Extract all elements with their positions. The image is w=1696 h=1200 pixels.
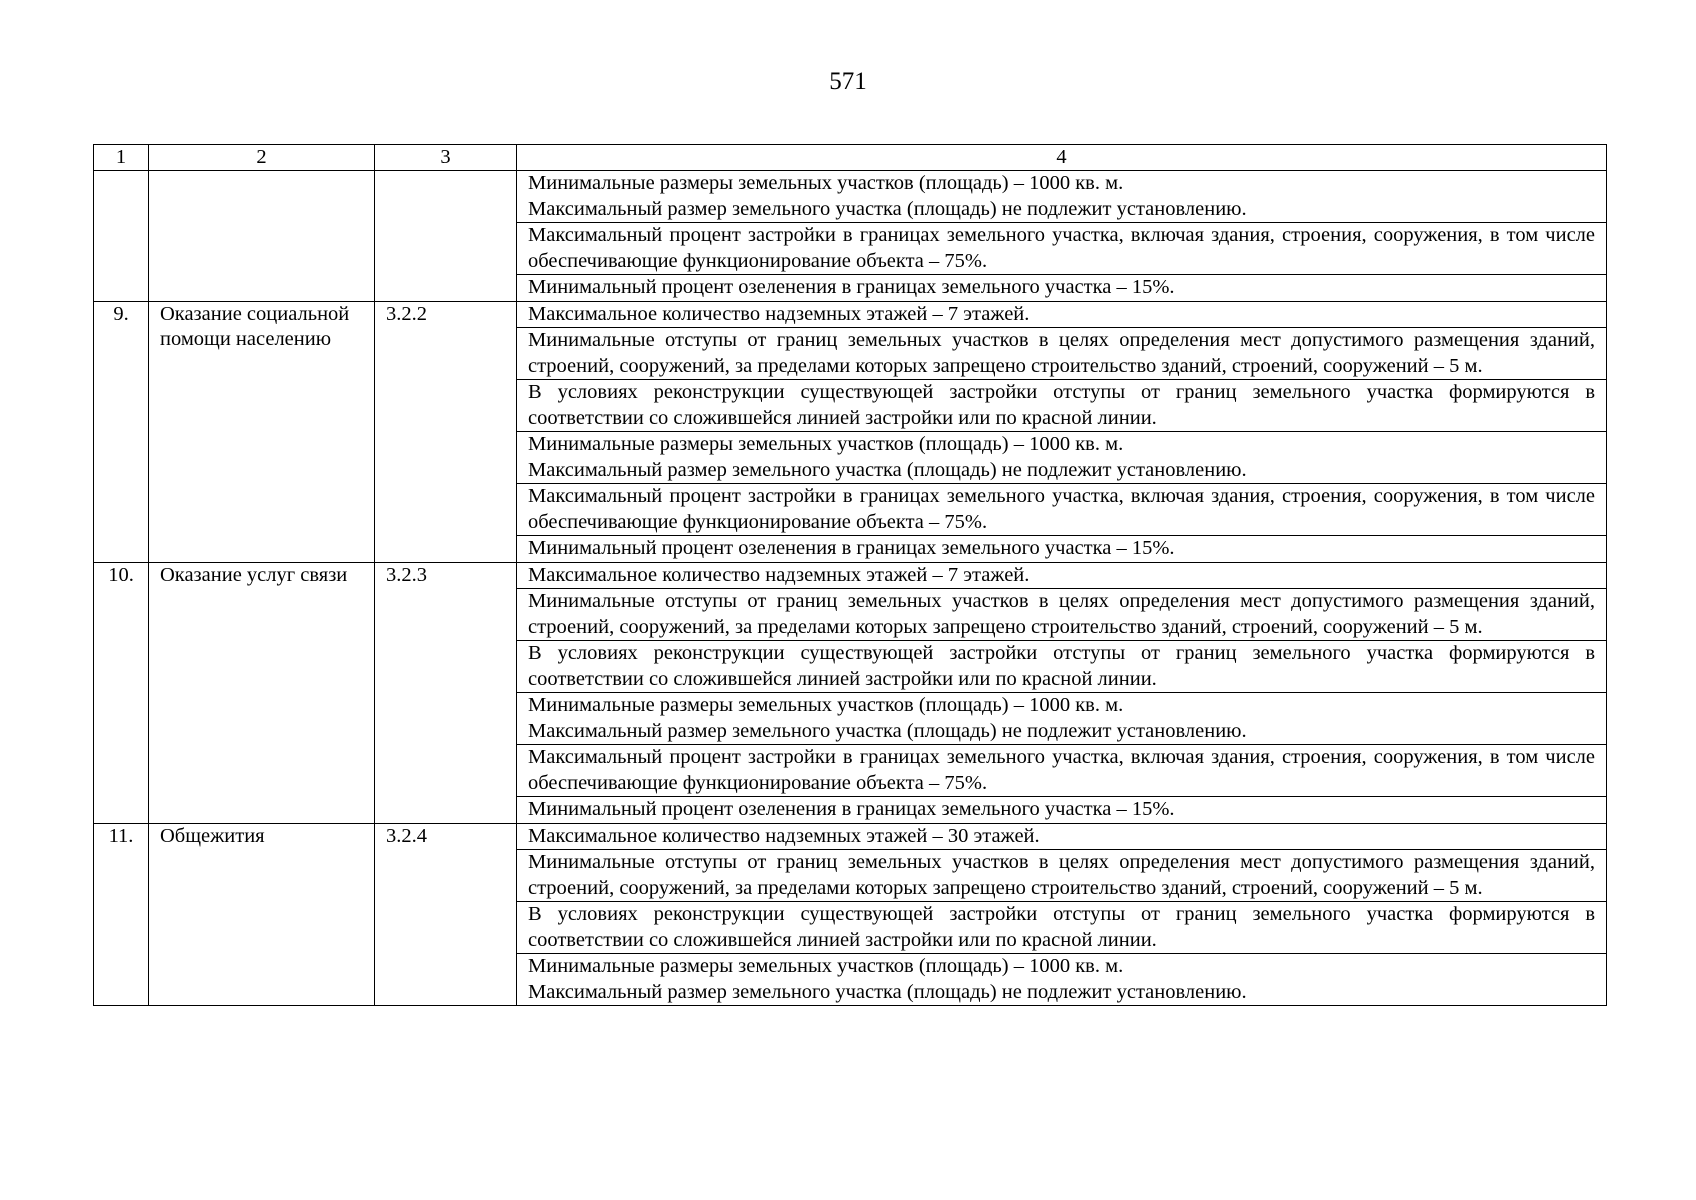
cell-text-line: Максимальный процент застройки в границах земельного участка, включая здания, строения, сооружения, в том числе обеспечивающие функционирование объекта – 75%. [528,485,1595,533]
parameter-cell [517,484,1607,536]
row-name-cell [149,171,375,302]
row-number-cell: 10. [94,562,149,823]
cell-text-line: Максимальный размер земельного участка (площадь) не подлежит установлению. [528,980,1247,1003]
parameter-cell [517,745,1607,797]
parameter-cell [517,328,1607,380]
cell-text-line: Минимальные размеры земельных участков (площадь) – 1000 кв. м. [528,433,1124,455]
cell-text-line: В условиях реконструкции существующей застройки отступы от границ земельного участка формируются в соответствии со сложившейся линией застройки или по красной линии. [528,903,1595,951]
parameter-cell [517,954,1607,1006]
cell-text-line: Максимальный процент застройки в границах земельного участка, включая здания, строения, сооружения, в том числе обеспечивающие функционирование объекта – 75%. [528,746,1595,794]
table-header-row [94,145,1607,171]
cell-text-line: В условиях реконструкции существующей застройки отступы от границ земельного участка формируются в соответствии со сложившейся линией застройки или по красной линии. [528,642,1595,690]
parameter-cell [517,562,1607,589]
parameter-cell [517,797,1607,824]
cell-text-line: Минимальные отступы от границ земельных участков в целях определения мест допустимого размещения зданий, строений, сооружений, за пределами которых запрещено строительство зданий, строений, сооружений – 5 м. [528,329,1595,377]
parameter-cell [517,171,1607,223]
cell-text-line: Максимальный размер земельного участка (площадь) не подлежит установлению. [528,719,1247,742]
parameter-cell [517,693,1607,745]
parameter-cell [517,275,1607,302]
cell-text-line: Минимальный процент озеленения в границах земельного участка – 15%. [528,276,1175,298]
table-row [94,301,1607,328]
row-code-cell [375,171,517,302]
table-row [94,171,1607,223]
row-number-cell [94,171,149,302]
row-name-cell: Общежития [149,823,375,1006]
cell-text-line: Максимальное количество надземных этажей – 30 этажей. [528,824,1040,847]
cell-text-line: Минимальные отступы от границ земельных участков в целях определения мест допустимого размещения зданий, строений, сооружений, за пределами которых запрещено строительство зданий, строений, сооружений – 5 м. [528,590,1595,638]
parameter-cell [517,641,1607,693]
cell-text-line: Минимальный процент озеленения в границах земельного участка – 15%. [528,537,1175,559]
regulations-table [93,144,1607,1006]
cell-text-line: Минимальные размеры земельных участков (площадь) – 1000 кв. м. [528,172,1124,194]
table-row [94,562,1607,589]
row-name-cell: Оказание социальной помощи населению [149,301,375,562]
row-code-cell: 3.2.4 [375,823,517,1006]
parameter-cell [517,380,1607,432]
parameter-cell [517,589,1607,641]
row-code-cell: 3.2.3 [375,562,517,823]
cell-text-line: Максимальное количество надземных этажей – 7 этажей. [528,302,1030,325]
cell-text-line: Минимальные размеры земельных участков (площадь) – 1000 кв. м. [528,955,1124,977]
parameter-cell [517,223,1607,275]
cell-text-line: Минимальные размеры земельных участков (площадь) – 1000 кв. м. [528,694,1124,716]
column-header-3: 3 [375,145,517,171]
row-code-cell: 3.2.2 [375,301,517,562]
parameter-cell [517,432,1607,484]
cell-text-line: Минимальные отступы от границ земельных участков в целях определения мест допустимого размещения зданий, строений, сооружений, за пределами которых запрещено строительство зданий, строений, сооружений – 5 м. [528,851,1595,899]
parameter-cell [517,902,1607,954]
parameter-cell [517,301,1607,328]
page-number: 571 [829,68,867,95]
parameter-cell [517,850,1607,902]
row-number-cell: 9. [94,301,149,562]
table-row [94,823,1607,850]
row-name-cell: Оказание услуг связи [149,562,375,823]
column-header-2: 2 [149,145,375,171]
row-number-cell: 11. [94,823,149,1006]
cell-text-line: Максимальный размер земельного участка (площадь) не подлежит установлению. [528,458,1247,481]
cell-text-line: В условиях реконструкции существующей застройки отступы от границ земельного участка формируются в соответствии со сложившейся линией застройки или по красной линии. [528,381,1595,429]
column-header-4: 4 [517,145,1607,171]
cell-text-line: Максимальный размер земельного участка (площадь) не подлежит установлению. [528,197,1247,220]
parameter-cell [517,823,1607,850]
cell-text-line: Максимальное количество надземных этажей – 7 этажей. [528,563,1030,586]
column-header-1: 1 [94,145,149,171]
cell-text-line: Максимальный процент застройки в границах земельного участка, включая здания, строения, сооружения, в том числе обеспечивающие функционирование объекта – 75%. [528,224,1595,272]
regulations-table-body [94,145,1607,1006]
cell-text-line: Минимальный процент озеленения в границах земельного участка – 15%. [528,798,1175,820]
parameter-cell [517,536,1607,563]
